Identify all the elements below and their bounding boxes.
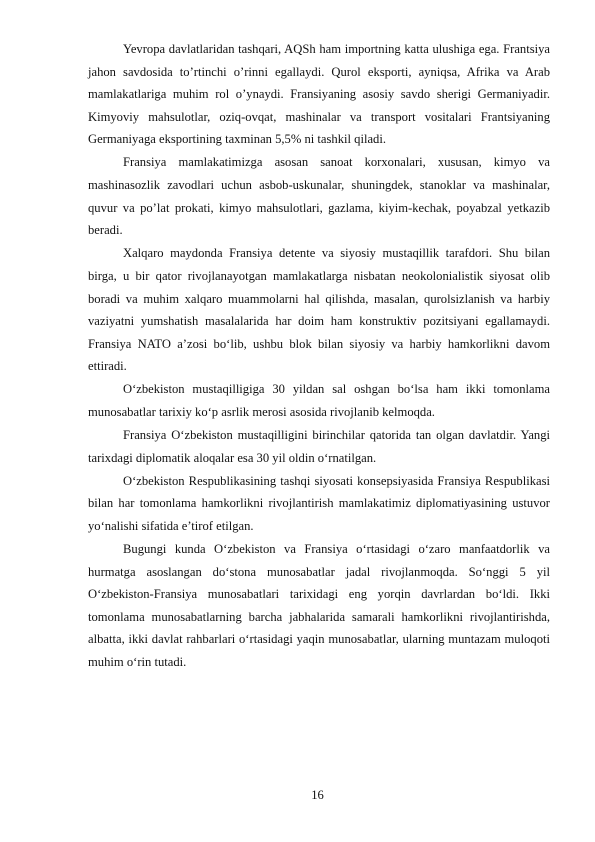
- paragraph-international-policy: Xalqaro maydonda Fransiya detente va siyosiy mustaqillik tarafdori. Shu bilan birga, u bir qator rivojlanayotgan mamlakatlarga nisbatan neokolonialistik siyosat olib boradi va muhim xalqaro muammolarni hal qilishda, masalan, qurolsizlanish va harbiy vaziyatni yumshatish masalalarida har doim ham konstruktiv pozitsiyani egallamaydi. Fransiya NATO a’zosi bo‘lib, ushbu blok bilan siyosiy va harbiy hamkorlikni davom ettiradi.: [88, 246, 550, 374]
- paragraph-france-supplies: Fransiya mamlakatimizga asosan sanoat korxonalari, xususan, kimyo va mashinasozlik zavodlari uchun asbob-uskunalar, shuningdek, stanoklar va mashinalar, quvur va po’lat prokati, kimyo mahsulotlari, gazlama, kiyim-kechak, poyabzal yetkazib beradi.: [88, 155, 550, 238]
- page-number: 16: [311, 788, 324, 802]
- paragraph-independence-relations: O‘zbekiston mustaqilligiga 30 yildan sal oshgan bo‘lsa ham ikki tomonlama munosabatlar tarixiy ko‘p asrlik merosi asosida rivojlanib kelmoqda.: [88, 382, 550, 419]
- body-text: [88, 38, 550, 674]
- paragraph-current-relations: Bugungi kunda O‘zbekiston va Fransiya o‘rtasidagi o‘zaro manfaatdorlik va hurmatga asoslangan do‘stona munosabatlar jadal rivojlanmoqda. So‘nggi 5 yil O‘zbekiston-Fransiya munosabatlari tarixidagi eng yorqin davrlardan bo‘ldi. Ikki tomonlama munosabatlarning barcha jabhalarida samarali hamkorlikni rivojlantirishda, albatta, ikki davlat rahbarlari o‘rtasidagi yaqin munosabatlar, ularning muntazam muloqoti muhim o‘rin tutadi.: [88, 542, 550, 670]
- paragraph-trade-partners: Yevropa davlatlaridan tashqari, AQSh ham importning katta ulushiga ega. Frantsiya jahon savdosida to’rtinchi o’rinni egallaydi. Qurol eksporti, ayniqsa, Afrika va Arab mamlakatlariga muhim rol o’ynaydi. Fransiyaning asosiy savdo sherigi Germaniyadir. Kimyoviy mahsulotlar, oziq-ovqat, mashinalar va transport vositalari Frantsiyaning Germaniyaga eksportining taxminan 5,5% ni tashkil qiladi.: [88, 42, 550, 147]
- paragraph-recognition: Fransiya O‘zbekiston mustaqilligini birinchilar qatorida tan olgan davlatdir. Yangi tarixdagi diplomatik aloqalar esa 30 yil oldin o‘rnatilgan.: [88, 428, 550, 465]
- paragraph-foreign-policy-concept: O‘zbekiston Respublikasining tashqi siyosati konsepsiyasida Fransiya Respublikasi bilan har tomonlama hamkorlikni rivojlantirish mamlakatimiz diplomatiyasining ustuvor yo‘nalishi sifatida e’tirof etilgan.: [88, 473, 550, 533]
